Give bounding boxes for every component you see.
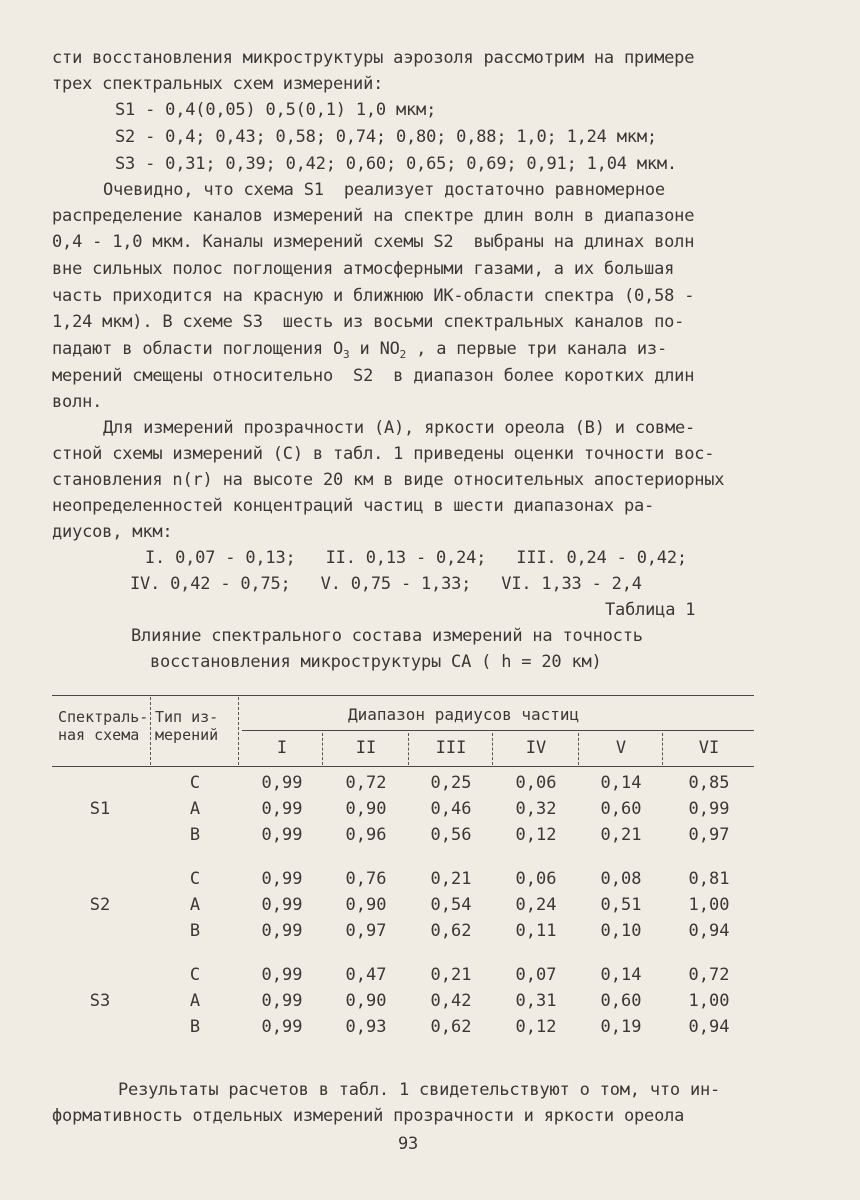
table-cell: 0,08 — [600, 869, 642, 889]
scheme-label: S2 — [89, 895, 111, 915]
column-header: V — [615, 738, 627, 758]
column-divider — [492, 733, 493, 765]
table-cell: 0,51 — [600, 895, 642, 915]
table-cell: 0,62 — [430, 921, 472, 941]
measurement-type: C — [189, 869, 201, 889]
header-type-line1: Тип из- — [155, 708, 219, 726]
measurement-type: B — [189, 1017, 201, 1037]
column-header: III — [435, 738, 467, 758]
column-divider — [662, 733, 663, 765]
header-range: Диапазон радиусов частиц — [348, 705, 580, 724]
header-scheme-line1: Спектраль- — [58, 708, 149, 726]
column-divider — [408, 733, 409, 765]
table-cell: 0,42 — [430, 991, 472, 1011]
table-cell: 0,14 — [600, 773, 642, 793]
header-scheme-line2: ная схема — [58, 726, 140, 744]
text-line-gases — [52, 339, 667, 359]
table-cell: 0,47 — [345, 965, 387, 985]
table-cell: 0,54 — [430, 895, 472, 915]
table-header-rule — [52, 766, 754, 767]
column-divider — [150, 697, 151, 765]
table-cell: 0,99 — [261, 991, 303, 1011]
column-divider — [578, 733, 579, 765]
table-cell: 0,99 — [261, 773, 303, 793]
text-segment: , а первые три канала из- — [406, 339, 668, 359]
table-cell: 0,25 — [430, 773, 472, 793]
formula-s2: S2 - 0,4; 0,43; 0,58; 0,74; 0,80; 0,88; 1,0; 1,24 мкм; — [115, 127, 657, 147]
table-cell: 0,94 — [688, 1017, 730, 1037]
table-cell: 0,94 — [688, 921, 730, 941]
table-cell: 0,76 — [345, 869, 387, 889]
text-line: часть приходится на красную и ближнюю ИК-области спектра (0,58 - — [52, 286, 695, 306]
text-line: неопределенностей концентраций частиц в шести диапазонах ра- — [52, 496, 655, 516]
table-cell: 0,99 — [261, 825, 303, 845]
table-cell: 0,62 — [430, 1017, 472, 1037]
table-cell: 0,21 — [430, 965, 472, 985]
text-line: трех спектральных схем измерений: — [52, 74, 384, 94]
formula-s3: S3 - 0,31; 0,39; 0,42; 0,60; 0,65; 0,69; 0,91; 1,04 мкм. — [115, 154, 677, 174]
text-segment: и — [349, 339, 380, 359]
table-cell: 0,99 — [261, 799, 303, 819]
table-cell: 0,06 — [515, 869, 557, 889]
column-divider — [322, 733, 323, 765]
table-cell: 0,85 — [688, 773, 730, 793]
formula-s1: S1 - 0,4(0,05) 0,5(0,1) 1,0 мкм; — [115, 100, 437, 120]
table-cell: 0,60 — [600, 991, 642, 1011]
table-cell: 0,72 — [345, 773, 387, 793]
text-line: 1,24 мкм). В схеме S3 шесть из восьми спектральных каналов по- — [52, 312, 685, 332]
table-cell: 0,99 — [261, 965, 303, 985]
table-label: Таблица 1 — [605, 600, 696, 620]
table-cell: 0,21 — [600, 825, 642, 845]
table-cell: 0,12 — [515, 1017, 557, 1037]
table-cell: 0,07 — [515, 965, 557, 985]
text-line: сти восстановления микроструктуры аэрозоля рассмотрим на примере — [52, 48, 695, 68]
text-line: вне сильных полос поглощения атмосферными газами, а их большая — [52, 259, 675, 279]
text-line: стной схемы измерений (С) в табл. 1 приведены оценки точности вос- — [52, 444, 715, 464]
text-line: становления n(r) на высоте 20 км в виде относительных апостериорных — [52, 470, 725, 490]
column-header: II — [355, 738, 377, 758]
measurement-type: C — [189, 965, 201, 985]
gas-o3-text: O — [332, 339, 344, 359]
text-line: формативность отдельных измерений прозрачности и яркости ореола — [52, 1106, 685, 1126]
column-header: I — [276, 738, 288, 758]
measurement-type: B — [189, 825, 201, 845]
table-cell: 0,90 — [345, 799, 387, 819]
table-cell: 0,99 — [261, 921, 303, 941]
table-top-rule — [52, 695, 754, 696]
column-header: IV — [525, 738, 547, 758]
gas-no2: $NO_2$ — [379, 339, 407, 361]
text-line: диусов, мкм: — [52, 522, 173, 542]
table-cell: 0,90 — [345, 895, 387, 915]
measurement-type: A — [189, 991, 201, 1011]
table-cell: 0,99 — [261, 895, 303, 915]
table-cell: 0,06 — [515, 773, 557, 793]
table-cell: 0,99 — [688, 799, 730, 819]
table-cell: 0,96 — [345, 825, 387, 845]
table-cell: 0,56 — [430, 825, 472, 845]
ranges-line-2: IV. 0,42 - 0,75; V. 0,75 - 1,33; VI. 1,33 - 2,4 — [130, 574, 642, 594]
table-cell: 1,00 — [688, 895, 730, 915]
measurement-type: C — [189, 773, 201, 793]
table-cell: 0,31 — [515, 991, 557, 1011]
table-caption: Влияние спектрального состава измерений на точность — [131, 626, 643, 646]
table-cell: 0,14 — [600, 965, 642, 985]
text-line: мерений смещены относительно S2 в диапазон более коротких длин — [52, 366, 695, 386]
measurement-type: A — [189, 895, 201, 915]
table-cell: 0,32 — [515, 799, 557, 819]
text-line: волн. — [52, 392, 103, 412]
header-type-line2: мерений — [155, 726, 219, 744]
table-cell: 0,12 — [515, 825, 557, 845]
column-divider — [238, 697, 239, 765]
table-cell: 0,10 — [600, 921, 642, 941]
text-line: 0,4 - 1,0 мкм. Каналы измерений схемы S2 выбраны на длинах волн — [52, 232, 695, 252]
scheme-label: S1 — [89, 799, 111, 819]
text-line: распределение каналов измерений на спектре длин волн в диапазоне — [52, 206, 695, 226]
table-cell: 1,00 — [688, 991, 730, 1011]
text-line: Для измерений прозрачности (А), яркости ореола (В) и совме- — [103, 418, 696, 438]
table-cell: 0,97 — [345, 921, 387, 941]
measurement-type: A — [189, 799, 201, 819]
text-segment: падают в области поглощения — [52, 339, 333, 359]
table-cell: 0,19 — [600, 1017, 642, 1037]
table-cell: 0,93 — [345, 1017, 387, 1037]
table-cell: 0,90 — [345, 991, 387, 1011]
table-cell: 0,60 — [600, 799, 642, 819]
ranges-line-1: I. 0,07 - 0,13; II. 0,13 - 0,24; III. 0,24 - 0,42; — [145, 548, 687, 568]
table-cell: 0,81 — [688, 869, 730, 889]
table-sub-rule — [242, 730, 754, 731]
page-number: 93 — [398, 1134, 419, 1154]
text-line: Результаты расчетов в табл. 1 свидетельствуют о том, что ин- — [118, 1080, 721, 1100]
gas-o3: $O_3$ — [332, 339, 350, 361]
table-cell: 0,46 — [430, 799, 472, 819]
scheme-label: S3 — [89, 991, 111, 1011]
table-cell: 0,99 — [261, 1017, 303, 1037]
table-cell: 0,97 — [688, 825, 730, 845]
table-cell: 0,72 — [688, 965, 730, 985]
table-caption: восстановления микроструктуры СА ( h = 20 км) — [150, 652, 602, 672]
table-cell: 0,24 — [515, 895, 557, 915]
measurement-type: B — [189, 921, 201, 941]
text-line: Очевидно, что схема S1 реализует достаточно равномерное — [103, 180, 665, 200]
table-cell: 0,99 — [261, 869, 303, 889]
column-header: VI — [698, 738, 720, 758]
table-cell: 0,21 — [430, 869, 472, 889]
table-cell: 0,11 — [515, 921, 557, 941]
